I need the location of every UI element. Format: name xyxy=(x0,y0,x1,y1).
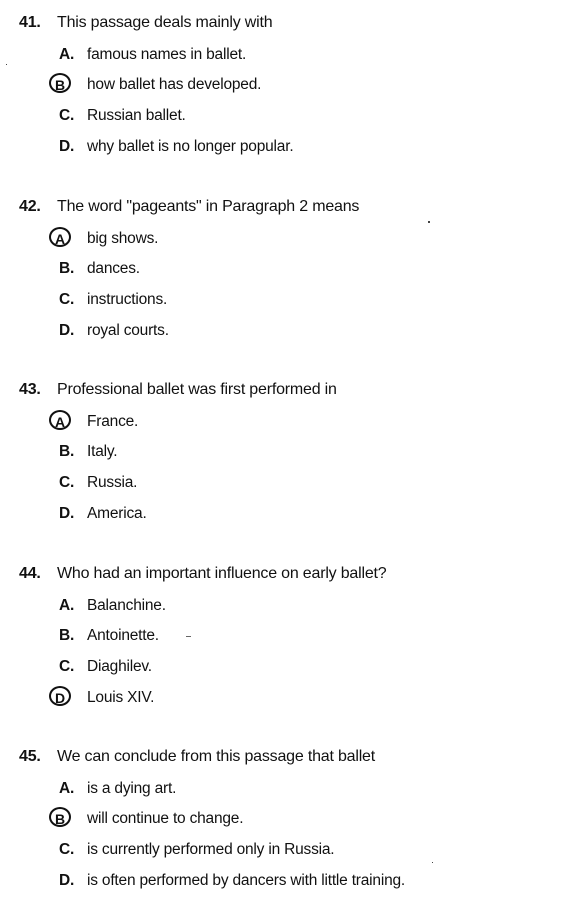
option-a xyxy=(49,43,246,67)
option-b-selected xyxy=(49,73,261,97)
option-b xyxy=(49,440,117,464)
question-text: Professional ballet was first performed in xyxy=(57,381,337,398)
question-stem xyxy=(19,12,272,34)
question-stem xyxy=(19,196,359,218)
scan-speck xyxy=(428,221,430,223)
scan-dash xyxy=(186,636,191,637)
question-number: 41. xyxy=(19,14,41,31)
option-text: Balanchine. xyxy=(87,597,166,614)
option-a xyxy=(49,594,166,618)
option-text: France. xyxy=(87,413,139,430)
option-a-selected xyxy=(49,227,158,251)
option-text: is currently performed only in Russia. xyxy=(87,841,335,858)
option-b xyxy=(49,257,140,281)
option-letter: C. xyxy=(59,474,75,491)
option-text: America. xyxy=(87,505,147,522)
option-letter: B. xyxy=(59,627,75,644)
option-c xyxy=(49,104,186,128)
question-stem xyxy=(19,563,386,585)
option-c xyxy=(49,471,137,495)
answer-circle-mark: B xyxy=(49,807,71,827)
option-letter: D. xyxy=(59,505,75,522)
option-letter-circled xyxy=(49,410,87,434)
option-d xyxy=(49,319,169,343)
question-stem xyxy=(19,379,337,401)
option-c xyxy=(49,838,334,862)
answer-circle-mark: B xyxy=(49,73,71,93)
question-text: We can conclude from this passage that ballet xyxy=(57,748,376,765)
option-letter: C. xyxy=(59,291,75,308)
option-text: dances. xyxy=(87,260,140,277)
option-letter-circled xyxy=(49,807,87,831)
option-letter: A. xyxy=(59,597,75,614)
option-d-selected xyxy=(49,686,154,710)
question-number: 44. xyxy=(19,565,41,582)
question-number: 42. xyxy=(19,198,41,215)
option-text: is a dying art. xyxy=(87,780,177,797)
answer-circle-mark: D xyxy=(49,686,71,706)
option-letter-circled xyxy=(49,73,87,97)
option-text: Italy. xyxy=(87,443,118,460)
option-text: Louis XIV. xyxy=(87,689,155,706)
option-letter: B. xyxy=(59,260,75,277)
option-letter: D. xyxy=(59,322,75,339)
option-text: royal courts. xyxy=(87,322,169,339)
option-text: how ballet has developed. xyxy=(87,76,262,93)
option-letter: D. xyxy=(59,138,75,155)
answer-circle-mark: A xyxy=(49,227,71,247)
option-d xyxy=(49,502,147,526)
question-stem xyxy=(19,746,375,768)
option-letter: C. xyxy=(59,658,75,675)
option-c xyxy=(49,288,167,312)
option-letter-circled xyxy=(49,227,87,251)
option-text: why ballet is no longer popular. xyxy=(87,138,294,155)
option-b xyxy=(49,624,159,648)
option-text: instructions. xyxy=(87,291,168,308)
option-text: Diaghilev. xyxy=(87,658,152,675)
option-text: Russia. xyxy=(87,474,138,491)
option-text: big shows. xyxy=(87,230,159,247)
option-letter: A. xyxy=(59,46,75,63)
scan-speck xyxy=(6,64,7,65)
option-letter: D. xyxy=(59,872,75,889)
option-a-selected xyxy=(49,410,138,434)
option-b-selected xyxy=(49,807,243,831)
option-a xyxy=(49,777,176,801)
option-letter: C. xyxy=(59,107,75,124)
question-number: 45. xyxy=(19,748,41,765)
question-text: This passage deals mainly with xyxy=(57,14,273,31)
option-letter: B. xyxy=(59,443,75,460)
option-letter-circled xyxy=(49,686,87,710)
option-letter: A. xyxy=(59,780,75,797)
option-text: will continue to change. xyxy=(87,810,244,827)
option-letter: C. xyxy=(59,841,75,858)
option-text: is often performed by dancers with little training. xyxy=(87,872,406,889)
option-text: Antoinette. xyxy=(87,627,159,644)
option-text: famous names in ballet. xyxy=(87,46,247,63)
question-number: 43. xyxy=(19,381,41,398)
answer-circle-mark: A xyxy=(49,410,71,430)
option-text: Russian ballet. xyxy=(87,107,186,124)
option-c xyxy=(49,655,152,679)
question-text: Who had an important influence on early ballet? xyxy=(57,565,387,582)
scan-speck xyxy=(432,862,433,863)
question-text: The word "pageants" in Paragraph 2 means xyxy=(57,198,360,215)
option-d xyxy=(49,135,293,159)
option-d xyxy=(49,869,405,893)
